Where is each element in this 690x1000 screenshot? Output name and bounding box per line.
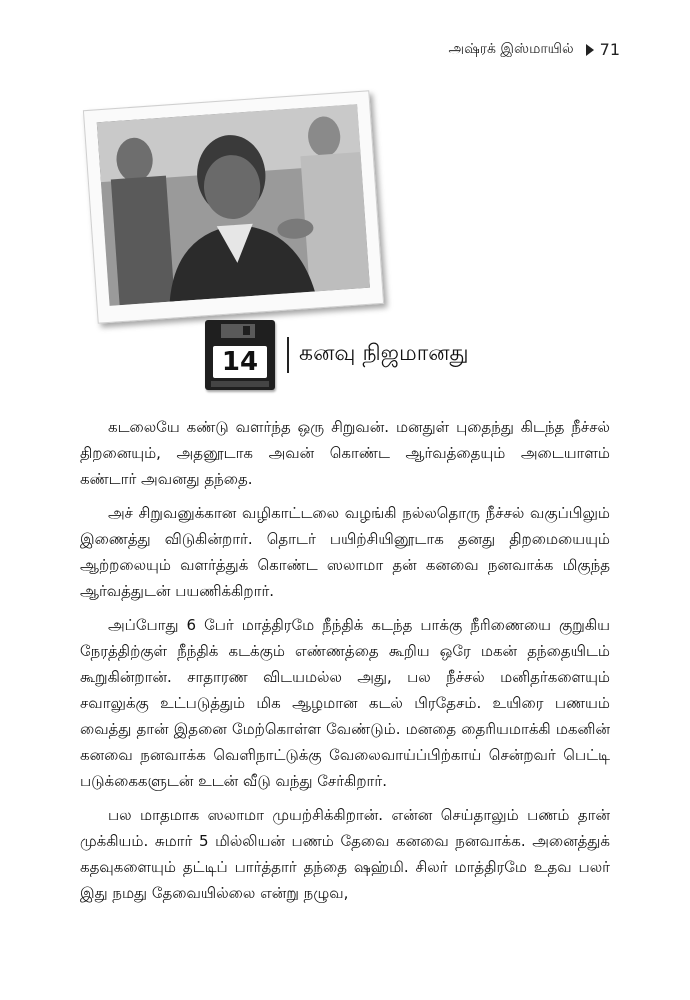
- floppy-disk-icon: [205, 320, 275, 390]
- chapter-number: 14: [213, 346, 267, 378]
- chapter-title: கனவு நிஜமானது: [299, 341, 469, 366]
- body-text: [80, 414, 610, 914]
- disk-shutter: [221, 324, 255, 338]
- photo-illustration: [97, 104, 370, 306]
- heading-divider: [287, 337, 289, 373]
- chapter-heading: [205, 320, 469, 390]
- paragraph-2: அச் சிறுவனுக்கான வழிகாட்டலை வழங்கி நல்லதொரு நீச்சல் வகுப்பிலும் இணைத்து விடுகின்றார். தொடர் பயிற்சியினூடாக தனது திறமையையும் ஆற்றலையும் வளர்த்துக் கொண்ட ஸலாமா தன் கனவை நனவாக்க மிகுந்த ஆர்வத்துடன் பயணிக்கிறார்.: [80, 504, 610, 600]
- disk-foot: [211, 381, 269, 387]
- paragraph-3: அப்போது 6 பேர் மாத்திரமே நீந்திக் கடந்த பாக்கு நீரிணையை குறுகிய நேரத்திற்குள் நீந்திக் கடக்கும் எண்ணத்தை கூறிய ஒரே மகன் தந்தையிடம் கூறுகின்றான். சாதாரண விடயமல்ல அது, பல நீச்சல் மனிதர்களையும் சவாலுக்கு உட்படுத்தும் மிக ஆழமான கடல் பிரதேசம். உயிரை பணயம் வைத்து தான் இதனை மேற்கொள்ள வேண்டும். மனதை தைரியமாக்கி மகனின் கனவை நனவாக்க வெளிநாட்டுக்கு வேலைவாய்ப்பிற்காய் சென்றவர் பெட்டி படுக்கைகளுடன் உடன் வீடு வந்து சேர்கிறார்.: [80, 616, 610, 790]
- page-number: 71: [599, 40, 620, 59]
- running-header: [449, 40, 620, 59]
- triangle-right-icon: [586, 44, 594, 56]
- paragraph-4: பல மாதமாக ஸலாமா முயற்சிக்கிறான். என்ன செய்தாலும் பணம் தான் முக்கியம். சுமார் 5 மில்லியன் பணம் தேவை கனவை நனவாக்க. அனைத்துக் கதவுகளையும் தட்டிப் பார்த்தார் தந்தை ஷஹ்மி. சிலர் மாத்திரமே உதவ பலர் இது நமது தேவையில்லை என்று நழுவ,: [80, 806, 610, 902]
- paragraph-1: கடலையே கண்டு வளர்ந்த ஒரு சிறுவன். மனதுள் புதைந்து கிடந்த நீச்சல் திறனையும், அதனூடாக அவன் கொண்ட ஆர்வத்தையும் அடையாளம் கண்டார் அவனது தந்தை.: [80, 418, 610, 488]
- photo-frame: [83, 90, 384, 323]
- header-author: அஷ்ரக் இஸ்மாயில்: [448, 40, 574, 57]
- chapter-photo: [97, 104, 370, 306]
